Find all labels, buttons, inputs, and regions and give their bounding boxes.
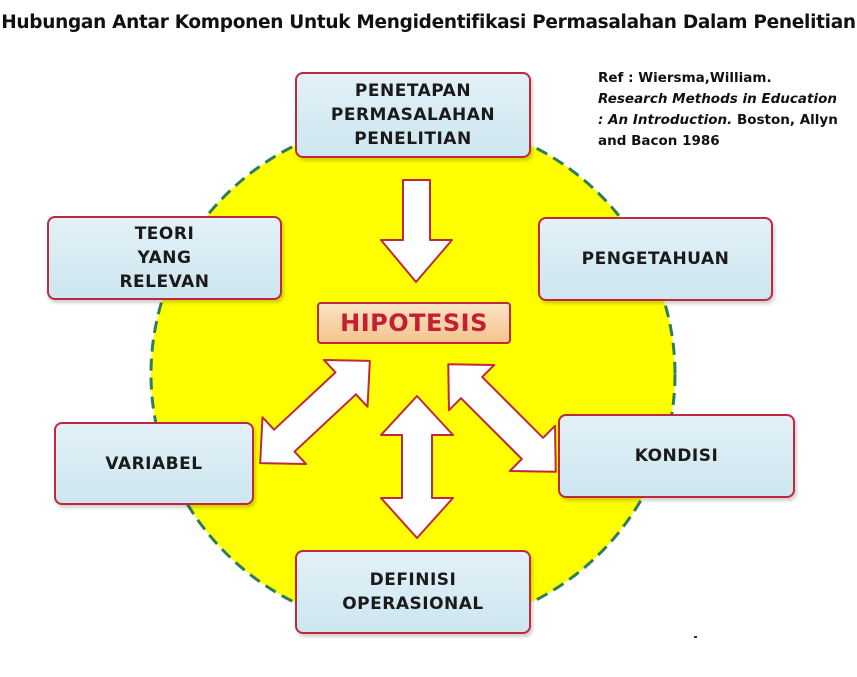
box-line: PENGETAHUAN: [581, 249, 730, 269]
box-line: VARIABEL: [105, 453, 203, 474]
reference-suffix: Boston, Allyn and Bacon 1986: [598, 112, 838, 149]
box-teori-yang-relevan: [47, 216, 282, 300]
box-line: RELEVAN: [119, 272, 210, 292]
box-line: PENELITIAN: [354, 129, 472, 149]
box-pengetahuan: [538, 217, 773, 301]
hipotesis-box: HIPOTESIS: [317, 302, 511, 344]
box-penetapan-permasalahan: [295, 72, 531, 158]
box-line: TEORI: [134, 224, 195, 244]
stray-dot: [694, 636, 697, 638]
box-line: PERMASALAHAN: [330, 105, 496, 125]
box-definisi-operasional: [295, 550, 531, 634]
box-line: OPERASIONAL: [342, 594, 484, 614]
box-variabel: [54, 422, 254, 505]
box-kondisi: [558, 414, 795, 498]
reference-book-title: Research Methods in Education : An Introduction.: [598, 91, 837, 128]
box-line: DEFINISI: [369, 570, 457, 590]
reference-prefix: Ref : Wiersma,William.: [598, 70, 772, 86]
box-line: KONDISI: [634, 446, 719, 466]
diagram-title: Hubungan Antar Komponen Untuk Mengidentifikasi Permasalahan Dalam Penelitian: [1, 12, 856, 33]
box-line: PENETAPAN: [354, 81, 472, 101]
box-line: YANG: [137, 248, 192, 268]
